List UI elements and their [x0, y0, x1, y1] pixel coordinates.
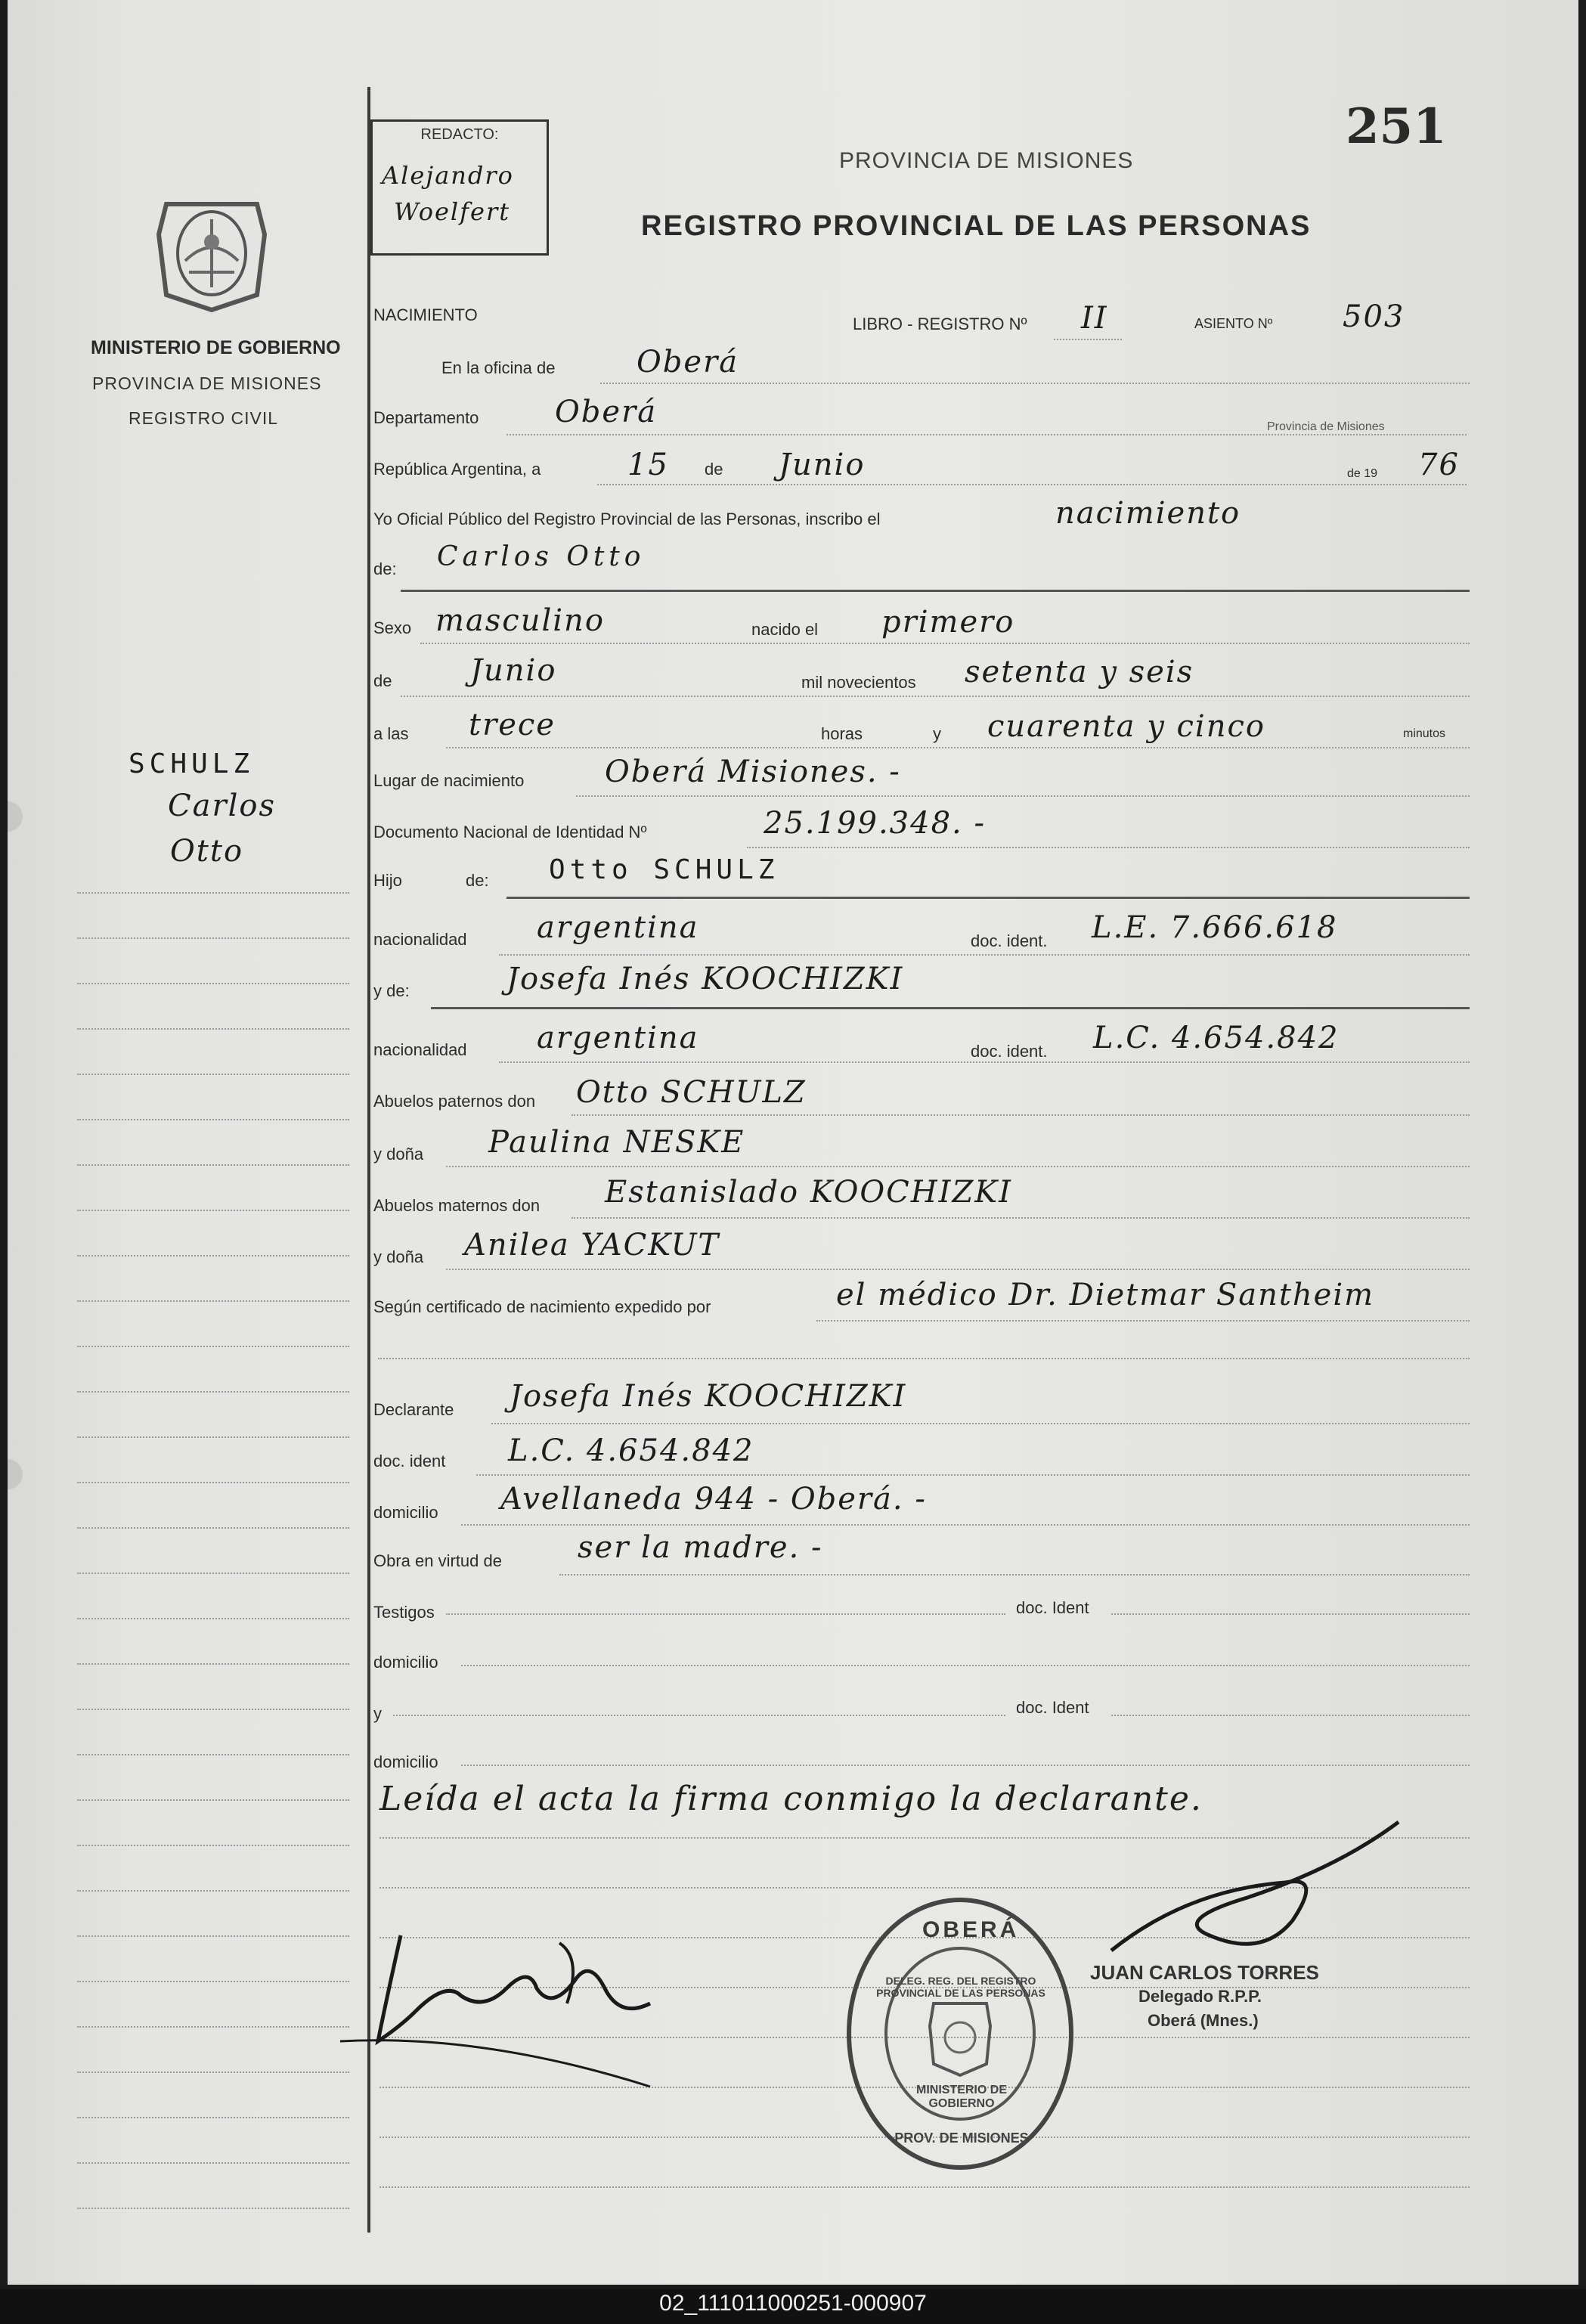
header-registry: REGISTRO PROVINCIAL DE LAS PERSONAS [641, 210, 1312, 242]
header-province: PROVINCIA DE MISIONES [839, 148, 1134, 173]
oficial-label: Yo Oficial Público del Registro Provincial de las Personas, inscribo el [373, 510, 881, 528]
act-type: NACIMIENTO [373, 305, 478, 324]
declarante-doc-label: doc. ident [373, 1452, 446, 1470]
declarante-doc-value: L.C. 4.654.842 [508, 1433, 754, 1468]
margin-rule [367, 87, 370, 2233]
margin-rule-line [77, 2117, 349, 2118]
margin-rule-line [77, 1346, 349, 1347]
margin-rule-line [77, 1890, 349, 1892]
margin-rule-line [77, 1709, 349, 1710]
mes2-value: Junio [470, 653, 557, 688]
padre-doc-value: L.E. 7.666.618 [1092, 910, 1338, 945]
minutos-value: cuarenta y cinco [987, 709, 1265, 744]
abpat-label: Abuelos paternos don [373, 1092, 536, 1111]
lugar-label: Lugar de nacimiento [373, 771, 525, 790]
abmat2-value: Anilea YACKUT [464, 1228, 720, 1263]
padre-value: Otto SCHULZ [549, 854, 779, 885]
de2-label: de [373, 671, 392, 690]
testigo2-doc-label: doc. Ident [1016, 1698, 1089, 1717]
abmat2-label: y doña [373, 1247, 424, 1266]
madre-nac-value: argentina [537, 1021, 699, 1055]
official-place: Oberá (Mnes.) [1148, 2011, 1259, 2030]
margin-rule-line [77, 1255, 349, 1257]
libro-label: LIBRO - REGISTRO Nº [853, 315, 1027, 333]
obra-label: Obra en virtud de [373, 1551, 502, 1570]
declarante-value: Josefa Inés KOOCHIZKI [510, 1379, 907, 1414]
image-caption: 02_111011000251-000907 [659, 2291, 927, 2316]
margin-rule-line [77, 1482, 349, 1483]
dni-label: Documento Nacional de Identidad Nº [373, 823, 647, 841]
stamp-emblem-icon [926, 1996, 994, 2079]
stamp-bottom-text: PROV. DE MISIONES [894, 2130, 1029, 2146]
margin-rule-line [77, 1981, 349, 1982]
nombre-value: Carlos Otto [437, 541, 646, 572]
binding-hole [8, 1459, 23, 1489]
redacto-name-1: Alejandro [382, 161, 514, 190]
sexo-label: Sexo [373, 618, 412, 637]
closing-text: Leída el acta la firma conmigo la declarante. [379, 1780, 1203, 1818]
hora-label: horas [821, 724, 863, 743]
y-label: y [933, 724, 941, 743]
margin-given-2: Otto [170, 834, 244, 869]
testigo1-domicilio-label: domicilio [373, 1653, 438, 1672]
oficina-label: En la oficina de [441, 358, 556, 377]
margin-surname: SCHULZ [129, 748, 255, 779]
sexo-value: masculino [435, 603, 605, 638]
margin-rule-line [77, 2026, 349, 2028]
binding-hole [8, 801, 23, 832]
testigos-doc-label: doc. Ident [1016, 1598, 1089, 1617]
lugar-value: Oberá Misiones. - [605, 755, 901, 789]
libro-value: II [1081, 301, 1108, 336]
margin-given-1: Carlos [168, 789, 276, 823]
padre-doc-label: doc. ident. [971, 931, 1048, 950]
ministry-title: MINISTERIO DE GOBIERNO [91, 337, 341, 358]
hijo-label: Hijo [373, 871, 402, 890]
padre-nac-label: nacionalidad [373, 930, 467, 949]
margin-rule-line [77, 1935, 349, 1937]
margin-rule-line [77, 1300, 349, 1302]
oficina-value: Oberá [637, 345, 739, 380]
official-signature [1096, 1814, 1414, 1966]
margin-rule-line [77, 2071, 349, 2073]
madre-doc-value: L.C. 4.654.842 [1093, 1021, 1340, 1055]
departamento-value: Oberá [555, 395, 658, 429]
testigos-label: Testigos [373, 1603, 435, 1622]
testigo2-domicilio-label: domicilio [373, 1752, 438, 1771]
abpat-value: Otto SCHULZ [576, 1075, 807, 1110]
domicilio-label: domicilio [373, 1503, 438, 1522]
asiento-value: 503 [1343, 299, 1405, 334]
republica-label: República Argentina, a [373, 460, 541, 479]
ministry-civil: REGISTRO CIVIL [129, 408, 279, 428]
margin-rule-line [77, 937, 349, 939]
de-name-label: de: [373, 559, 397, 578]
margin-rule-line [77, 1573, 349, 1574]
official-title: Delegado R.P.P. [1138, 1987, 1262, 2006]
mil-value: setenta y seis [965, 655, 1194, 689]
official-name: JUAN CARLOS TORRES [1090, 1961, 1319, 1984]
stamp-top-text: OBERÁ [922, 1917, 1020, 1942]
margin-rule-line [77, 1527, 349, 1529]
abpat2-label: y doña [373, 1145, 424, 1164]
margin-rule-line [77, 892, 349, 894]
margin-rule-line [77, 983, 349, 984]
stamp-inner-text: MINISTERIO DE GOBIERNO [915, 2084, 1007, 2110]
abpat2-value: Paulina NESKE [488, 1125, 745, 1160]
domicilio-value: Avellaneda 944 - Oberá. - [500, 1482, 927, 1517]
dni-value: 25.199.348. - [764, 806, 986, 841]
anio-value: 76 [1418, 448, 1460, 482]
provincia-label: Provincia de Misiones [1267, 420, 1385, 433]
area-rule-line [379, 2186, 1470, 2188]
margin-rule-line [77, 2162, 349, 2164]
redacto-name-2: Woelfert [394, 197, 511, 226]
departamento-label: Departamento [373, 408, 479, 427]
abmat-label: Abuelos maternos don [373, 1196, 541, 1215]
margin-rule-line [77, 2208, 349, 2209]
abmat-value: Estanislado KOOCHIZKI [605, 1175, 1012, 1210]
margin-rule-line [77, 1618, 349, 1619]
madre-doc-label: doc. ident. [971, 1042, 1048, 1061]
page-number: 251 [1346, 98, 1447, 155]
dia-value: 15 [627, 448, 669, 482]
margin-rule-line [77, 1074, 349, 1075]
asiento-label: ASIENTO Nº [1194, 316, 1273, 331]
declarant-signature [333, 1913, 726, 2094]
madre-nac-label: nacionalidad [373, 1040, 467, 1059]
margin-rule-line [77, 1754, 349, 1755]
yde-label: y de: [373, 981, 410, 1000]
obra-value: ser la madre. - [578, 1530, 823, 1565]
hijo-de-label: de: [466, 871, 489, 890]
margin-rule-line [77, 1028, 349, 1030]
cert-label: Según certificado de nacimiento expedido por [373, 1297, 711, 1316]
margin-rule-line [77, 1164, 349, 1166]
margin-rule-line [77, 1663, 349, 1665]
margin-rule-line [77, 1119, 349, 1120]
margin-rule-line [77, 1210, 349, 1211]
oficial-value: nacimiento [1055, 496, 1241, 531]
cert-value: el médico Dr. Dietmar Santheim [836, 1278, 1375, 1312]
ministry-province: PROVINCIA DE MISIONES [92, 373, 322, 393]
provincial-emblem-icon [151, 189, 272, 318]
register-page [8, 0, 1578, 2285]
nacido-label: nacido el [751, 620, 819, 639]
nacido-value: primero [881, 605, 1015, 640]
anio-label: de 19 [1347, 467, 1378, 480]
madre-value: Josefa Inés KOOCHIZKI [506, 962, 904, 996]
de-label: de [705, 460, 723, 479]
testigo2-y-label: y [373, 1704, 382, 1723]
alas-label: a las [373, 724, 409, 743]
margin-rule-line [77, 1436, 349, 1438]
margin-rule-line [77, 1391, 349, 1393]
stamp-ring-text: DELEG. REG. DEL REGISTRO PROVINCIAL DE LAS PERSONAS [876, 1975, 1045, 1999]
alas-value: trece [469, 708, 556, 742]
padre-nac-value: argentina [537, 910, 699, 945]
minutos-label: minutos [1403, 727, 1446, 740]
mes-value: Junio [779, 448, 866, 482]
declarante-label: Declarante [373, 1400, 454, 1419]
margin-rule-line [77, 1799, 349, 1801]
redacto-label: REDACTO: [420, 126, 499, 143]
redacto-box [370, 119, 549, 256]
margin-rule-line [77, 1845, 349, 1846]
mil-label: mil novecientos [801, 673, 916, 692]
